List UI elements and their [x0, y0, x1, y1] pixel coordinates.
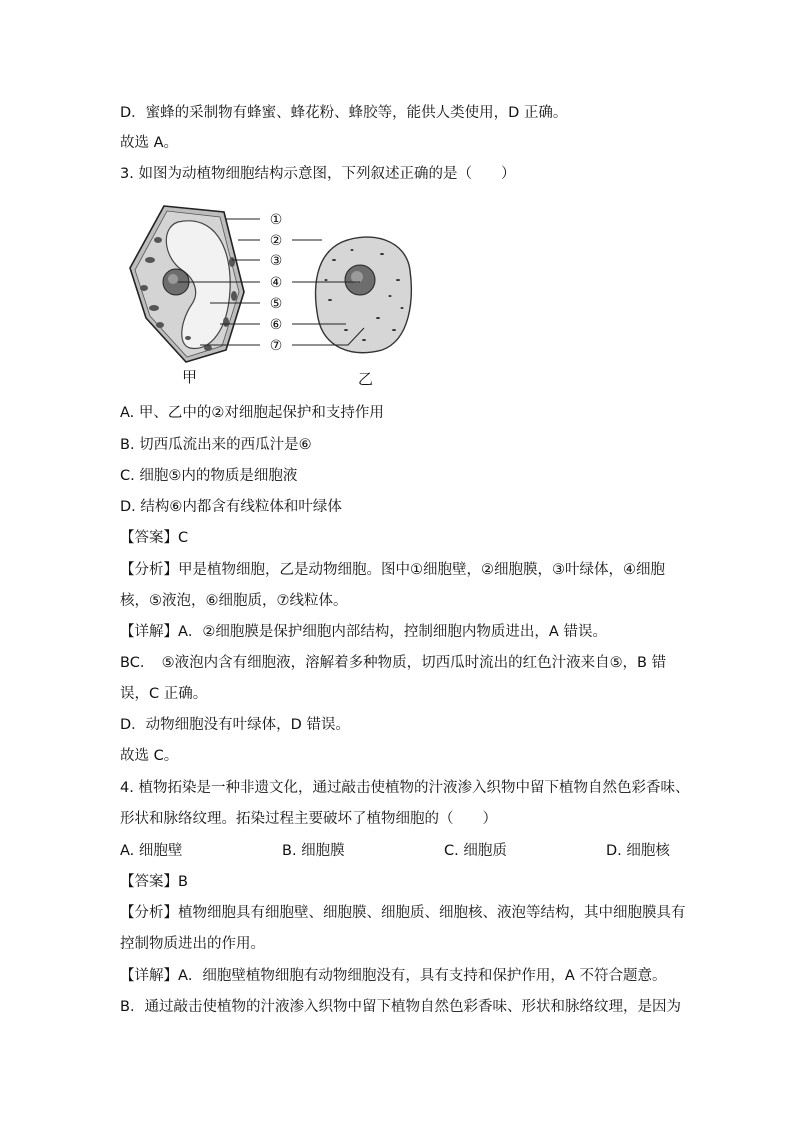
- question-4-stem: 4. 植物拓染是一种非遗文化，通过敲击使植物的汁液渗入织物中留下植物自然色彩香味、: [120, 780, 690, 796]
- cell-structure-diagram: [120, 200, 440, 390]
- option-c: C. 细胞⑤内的物质是细胞液: [120, 468, 298, 484]
- explanation-line: B．通过敲击使植物的汁液渗入织物中留下植物自然色彩香味、形状和脉络纹理，是因为: [120, 999, 681, 1015]
- label-3: ③: [269, 253, 283, 269]
- analysis-line: 【分析】甲是植物细胞，乙是动物细胞。图中①细胞壁，②细胞膜，③叶绿体，④细胞: [120, 562, 665, 578]
- label-7: ⑦: [269, 338, 283, 354]
- q4-option-a: A. 细胞壁: [120, 843, 183, 859]
- q4-option-b: B. 细胞膜: [282, 843, 345, 859]
- caption-plant: 甲: [182, 368, 198, 386]
- question-3-stem: 3. 如图为动植物细胞结构示意图，下列叙述正确的是（ ）: [120, 166, 516, 182]
- answer-label: 【答案】B: [120, 874, 188, 890]
- text-line: 故选 C。: [120, 748, 179, 764]
- question-4-stem: 形状和脉络纹理。拓染过程主要破坏了植物细胞的（ ）: [120, 811, 497, 827]
- cell-diagram-svg: [120, 200, 440, 390]
- explanation-line: 【详解】A．细胞壁植物细胞有动物细胞没有，具有支持和保护作用，A 不符合题意。: [120, 968, 667, 984]
- analysis-line: 【分析】植物细胞具有细胞壁、细胞膜、细胞质、细胞核、液泡等结构，其中细胞膜具有: [120, 905, 686, 921]
- label-6: ⑥: [269, 317, 283, 333]
- q4-option-d: D. 细胞核: [606, 843, 670, 859]
- analysis-line: 核，⑤液泡，⑥细胞质，⑦线粒体。: [120, 593, 348, 609]
- answer-label: 【答案】C: [120, 530, 189, 546]
- text-line: D．蜜蜂的采制物有蜂蜜、蜂花粉、蜂胶等，能供人类使用，D 正确。: [120, 105, 568, 121]
- text-line: 故选 A。: [120, 135, 179, 151]
- explanation-line: D．动物细胞没有叶绿体，D 错误。: [120, 717, 350, 733]
- explanation-line: 误，C 正确。: [120, 686, 208, 702]
- explanation-line: BC． ⑤液泡内含有细胞液，溶解着多种物质，切西瓜时流出的红色汁液来自⑤，B 错: [120, 655, 667, 671]
- option-d: D. 结构⑥内都含有线粒体和叶绿体: [120, 499, 342, 515]
- label-4: ④: [269, 275, 283, 291]
- caption-animal: 乙: [358, 370, 374, 388]
- label-1: ①: [269, 212, 283, 228]
- label-2: ②: [269, 233, 283, 249]
- analysis-line: 控制物质进出的作用。: [120, 936, 265, 952]
- option-a: A. 甲、乙中的②对细胞起保护和支持作用: [120, 405, 384, 421]
- q4-option-c: C. 细胞质: [444, 843, 507, 859]
- option-b: B. 切西瓜流出来的西瓜汁是⑥: [120, 437, 312, 453]
- explanation-line: 【详解】A．②细胞膜是保护细胞内部结构，控制细胞内物质进出，A 错误。: [120, 624, 607, 640]
- label-5: ⑤: [269, 296, 283, 312]
